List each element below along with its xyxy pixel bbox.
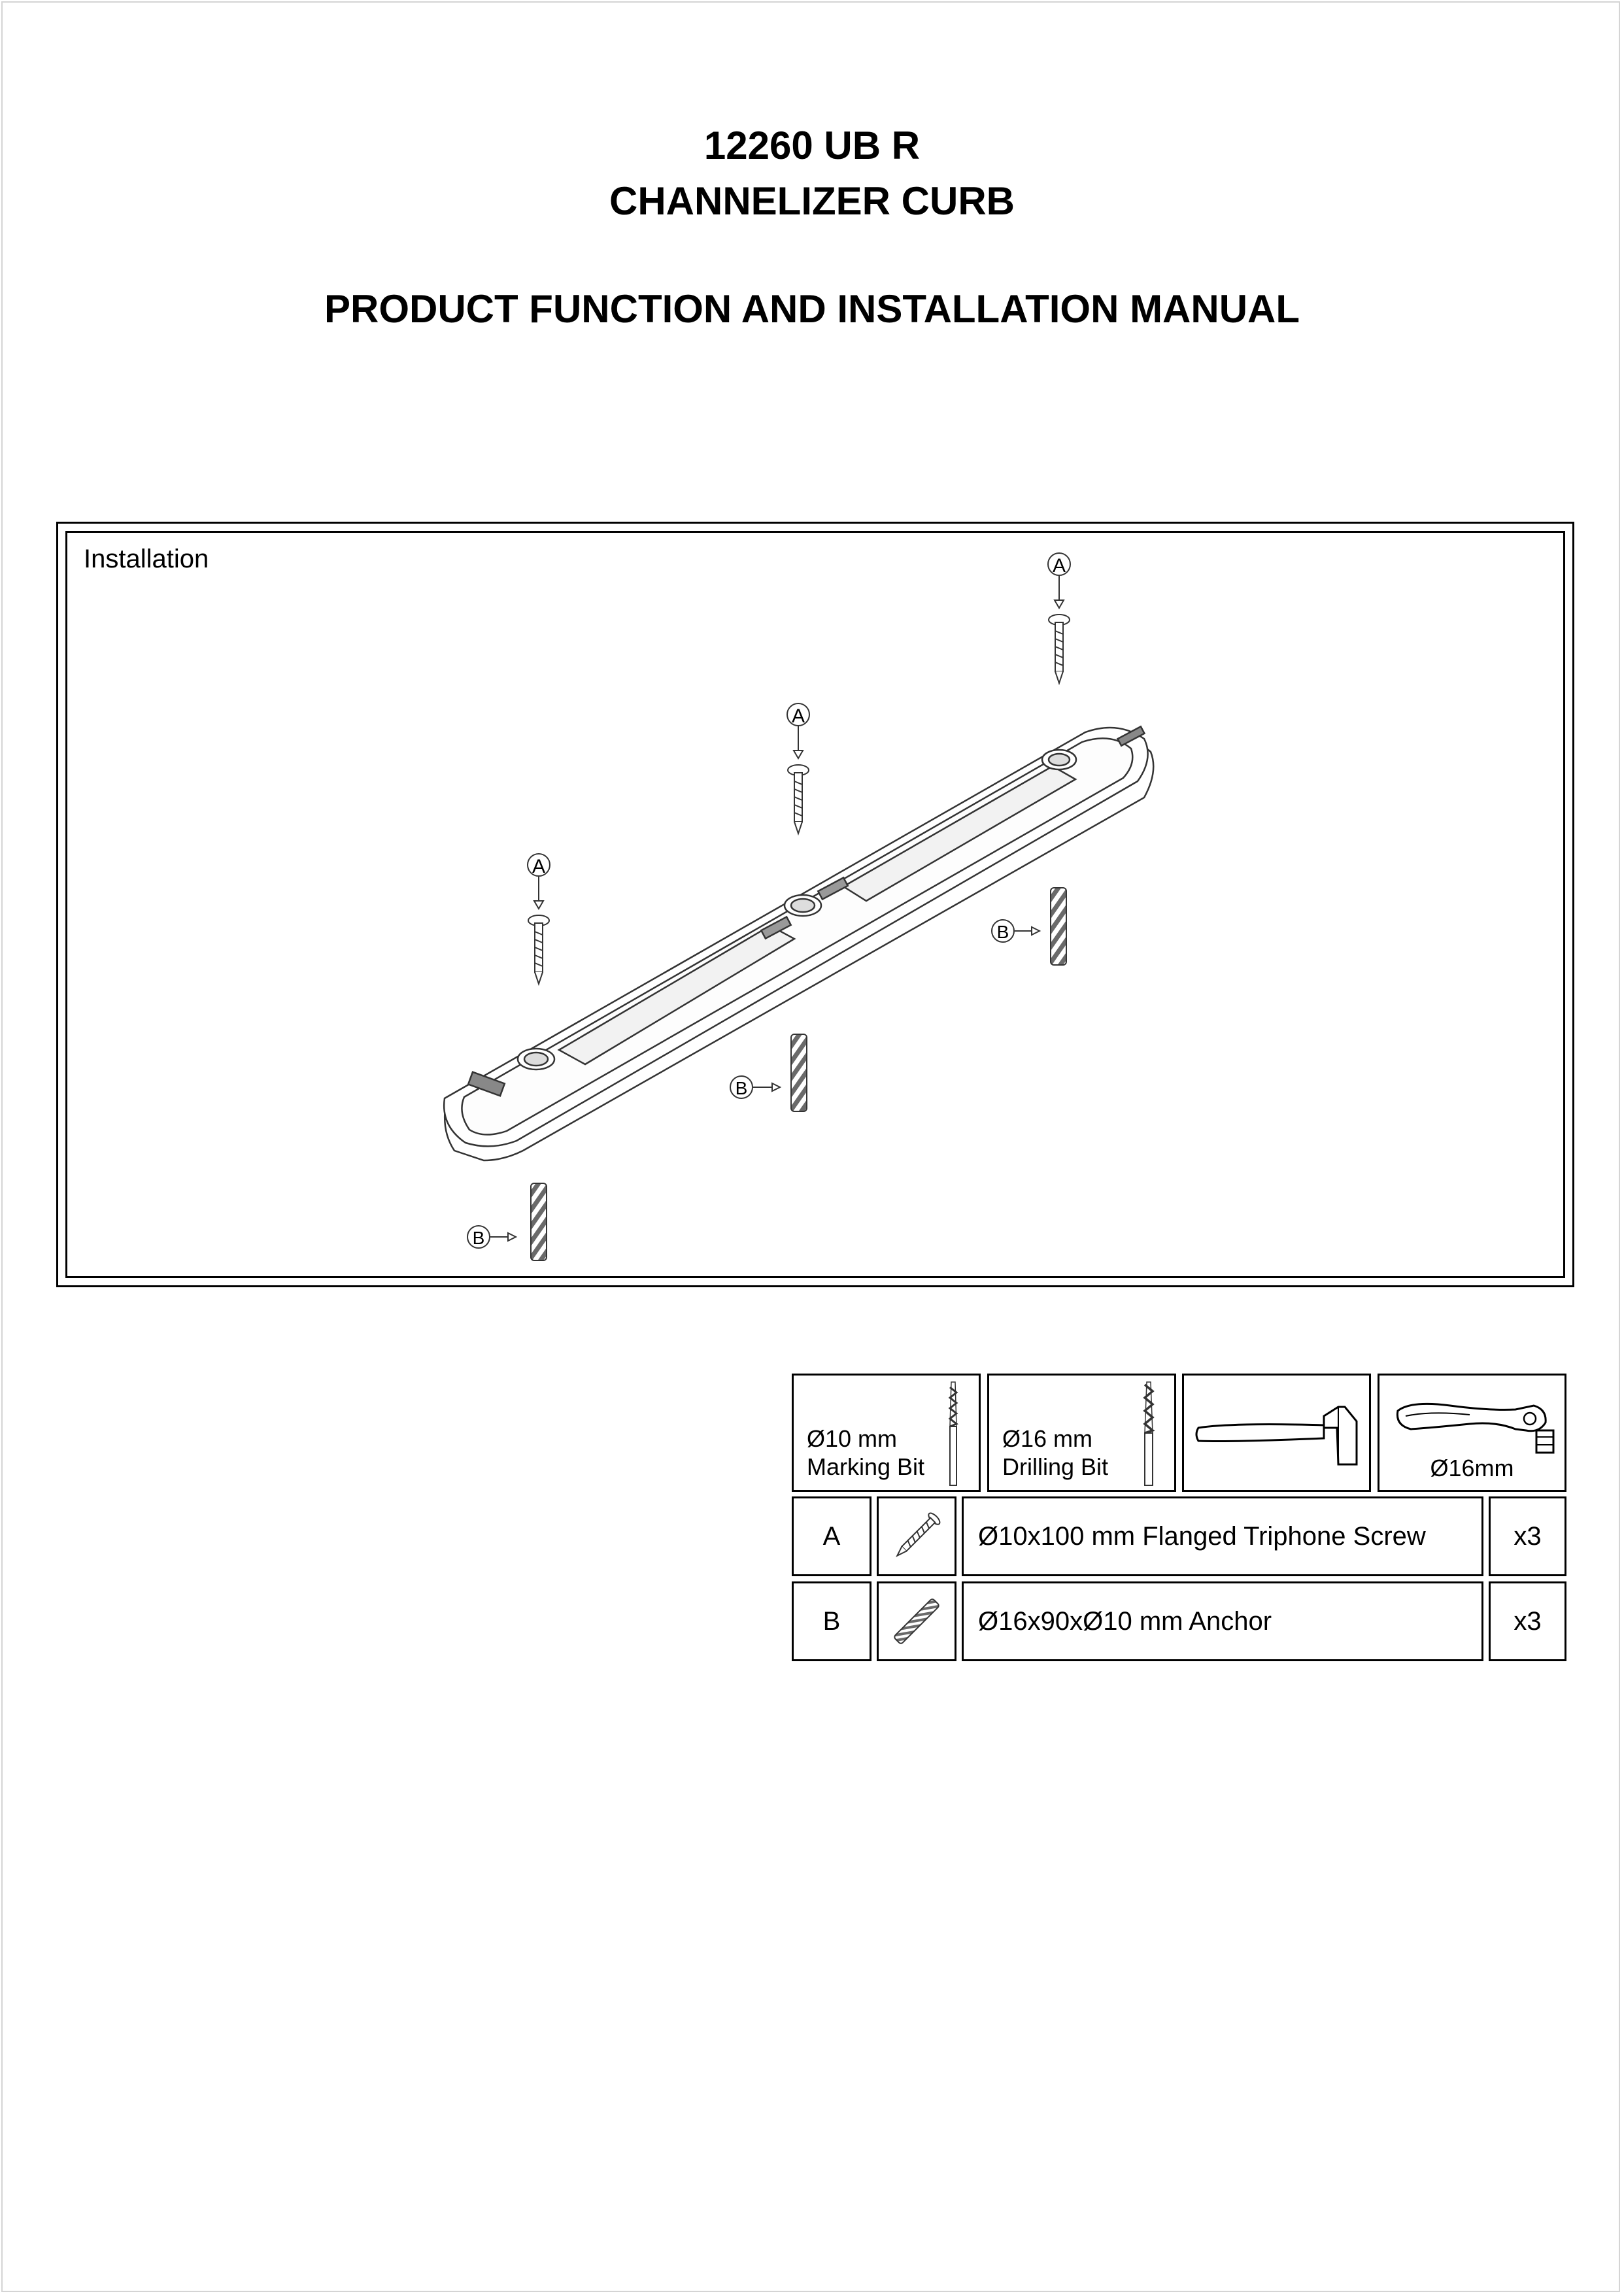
- socket-wrench-icon: [1391, 1391, 1559, 1457]
- product-name: CHANNELIZER CURB: [609, 179, 1015, 223]
- tool-marking-bit: [792, 1374, 981, 1492]
- screw-a-left: [528, 854, 550, 984]
- tool-socket-wrench: [1378, 1374, 1566, 1492]
- tool-name: Drilling Bit: [1002, 1453, 1109, 1480]
- tool-size: Ø10 mm: [807, 1425, 898, 1452]
- callout-b-right: B: [996, 922, 1009, 942]
- callout-a-middle: A: [791, 705, 805, 727]
- anchor-icon: [885, 1590, 948, 1653]
- callout-b-left: B: [472, 1228, 485, 1248]
- screw-a-right: [1048, 553, 1070, 683]
- part-a-icon-cell: [877, 1496, 956, 1576]
- tool-drilling-bit: [987, 1374, 1176, 1492]
- tool-hammer: [1182, 1374, 1371, 1492]
- part-a-id: A: [792, 1496, 871, 1576]
- hammer-icon: [1193, 1402, 1364, 1467]
- callout-a-left: A: [532, 856, 546, 877]
- tool-name: Marking Bit: [807, 1453, 925, 1480]
- tool-size: Ø16 mm: [1002, 1425, 1093, 1452]
- callout-a-right: A: [1052, 555, 1066, 577]
- drill-bit-icon: [1139, 1381, 1159, 1488]
- screw-icon: [885, 1505, 948, 1568]
- part-b-icon-cell: [877, 1581, 956, 1661]
- socket-size: Ø16mm: [1430, 1455, 1514, 1481]
- part-b-qty: x3: [1489, 1581, 1566, 1661]
- part-b-id: B: [792, 1581, 871, 1661]
- screw-a-middle: [787, 703, 809, 834]
- part-a-qty: x3: [1489, 1496, 1566, 1576]
- installation-label: Installation: [84, 545, 209, 573]
- anchor-b-right: [992, 888, 1066, 965]
- installation-illustration: [392, 543, 1255, 1275]
- anchor-b-left: [467, 1183, 547, 1260]
- drill-bit-icon: [943, 1381, 963, 1488]
- anchor-b-middle: [730, 1034, 807, 1111]
- product-code: 12260 UB R: [703, 124, 921, 167]
- manual-title: PRODUCT FUNCTION AND INSTALLATION MANUAL: [324, 287, 1300, 331]
- part-a-description: Ø10x100 mm Flanged Triphone Screw: [962, 1496, 1483, 1576]
- callout-b-middle: B: [735, 1078, 748, 1098]
- part-b-description: Ø16x90xØ10 mm Anchor: [962, 1581, 1483, 1661]
